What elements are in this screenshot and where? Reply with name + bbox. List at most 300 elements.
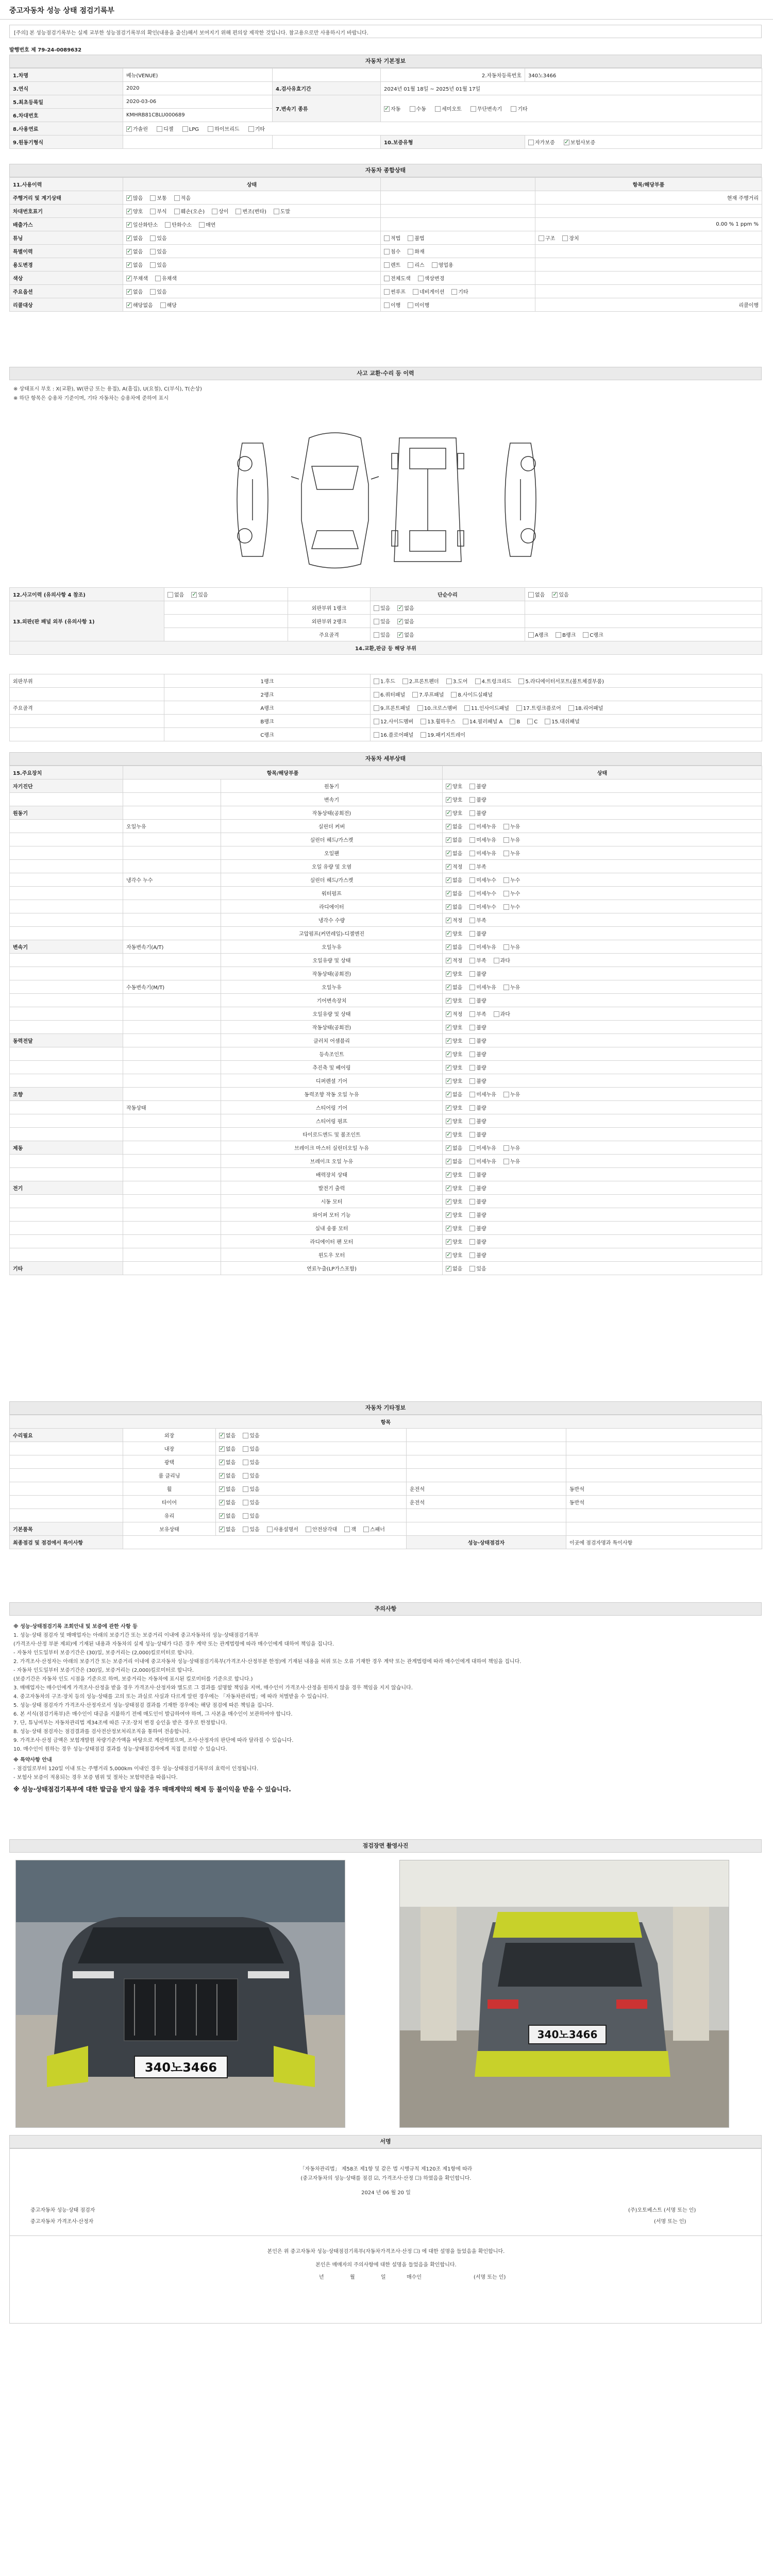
cell [443,1021,762,1034]
option: 미세누수 [469,889,496,897]
checkbox[interactable] [516,705,522,711]
section-general-title: 자동차 종합상태 [9,164,762,177]
table-row [10,940,762,954]
checkbox[interactable] [469,1105,475,1111]
checkbox[interactable] [469,1199,475,1205]
checkbox[interactable] [397,605,403,611]
checkbox[interactable] [469,784,475,789]
checkbox[interactable] [408,262,413,268]
checkbox[interactable] [408,302,413,308]
checkbox[interactable] [583,632,589,638]
option: ✓ 양호 [446,1238,462,1245]
checkbox[interactable] [155,276,161,281]
checkbox[interactable] [412,692,418,698]
checkbox[interactable] [243,1527,248,1532]
value: 340노3466 [525,69,762,82]
cell: 와이퍼 모터 기능 [221,1208,443,1222]
checkbox[interactable] [219,1527,225,1532]
checkbox[interactable] [446,1038,451,1044]
accident-parts-table [9,674,762,741]
checkbox[interactable] [469,931,475,937]
checkbox[interactable] [182,126,188,132]
table-row [10,728,762,741]
cell [10,913,123,927]
checkbox[interactable] [469,1159,475,1164]
table-row [10,285,762,298]
cell [381,272,535,285]
option: 스패너 [363,1525,385,1533]
table-row [10,779,762,793]
checkbox[interactable] [446,1266,451,1272]
checkbox[interactable] [503,837,509,843]
checkbox[interactable] [556,632,561,638]
checkbox[interactable] [126,222,132,228]
option: ✓ 없음 [219,1431,236,1439]
checkbox[interactable] [446,1212,451,1218]
option: 미세누수 [469,876,496,884]
option: 화재 [408,247,424,255]
cell [123,1222,221,1235]
option: 불량 [469,929,486,937]
cell: 수리필요 [10,1429,123,1442]
checkbox[interactable] [344,1527,350,1532]
checkbox[interactable] [469,904,475,910]
option: 있음 [469,1264,486,1272]
checkbox[interactable] [503,985,509,990]
checkbox[interactable] [545,719,550,724]
cell [443,1128,762,1141]
checkbox[interactable] [528,592,534,598]
checkbox[interactable] [446,985,451,990]
table-row [10,701,762,715]
option: ✓ 없음 [446,1157,462,1165]
cell: 고압펌프(커먼레일)-디젤엔진 [221,927,443,940]
checkbox[interactable] [397,619,403,624]
caution-line: - 점검일로부터 120일 이내 또는 주행거리 5,000km 이내인 경우 성능·상태점검기록부의 효력이 인정됩니다. [13,1766,259,1772]
cell [443,1047,762,1061]
checkbox[interactable] [527,719,533,724]
cell [216,1496,407,1509]
checkbox[interactable] [503,944,509,950]
checkbox[interactable] [446,851,451,856]
checkbox[interactable] [126,235,132,241]
checkbox[interactable] [494,958,499,963]
checkbox[interactable] [384,276,390,281]
cell [443,833,762,846]
checkbox[interactable] [157,126,162,132]
checkbox[interactable] [503,891,509,896]
checkbox[interactable] [446,864,451,870]
checkbox[interactable] [469,944,475,950]
checkbox[interactable] [374,692,379,698]
option: 8.사이드실패널 [451,690,493,698]
cell: 추진축 및 베어링 [221,1061,443,1074]
cell [10,1482,123,1496]
checkbox[interactable] [503,1159,509,1164]
checkbox[interactable] [374,619,379,624]
checkbox[interactable] [503,1092,509,1097]
checkbox[interactable] [408,249,413,255]
checkbox[interactable] [160,302,166,308]
cell [535,205,762,218]
checkbox[interactable] [503,851,509,856]
checkbox[interactable] [421,732,426,738]
checkbox[interactable] [446,1065,451,1071]
cell [123,1235,221,1248]
checkbox[interactable] [469,1092,475,1097]
checkbox[interactable] [402,679,408,684]
checkbox[interactable] [410,106,415,112]
checkbox[interactable] [199,222,205,228]
checkbox[interactable] [446,810,451,816]
checkbox[interactable] [374,632,379,638]
checkbox[interactable] [219,1473,225,1479]
checkbox[interactable] [243,1473,248,1479]
checkbox[interactable] [243,1500,248,1505]
checkbox[interactable] [469,971,475,977]
section-accident-title: 사고 교환·수리 등 이력 [9,367,762,380]
checkbox[interactable] [174,195,180,201]
checkbox[interactable] [384,235,390,241]
sign-text: 본인은 위 중고자동차 성능·상태점검기록부(자동차가격조사·산정 ☐) 에 대한 설명을 들었음을 확인합니다. [267,2249,505,2255]
checkbox[interactable] [219,1513,225,1519]
cell [123,205,381,218]
table-row [10,245,762,258]
table-row [10,1222,762,1235]
cell [407,1522,566,1536]
checkbox[interactable] [446,1185,451,1191]
checkbox[interactable] [126,289,132,295]
checkbox[interactable] [274,209,279,214]
checkbox[interactable] [446,824,451,829]
checkbox[interactable] [503,877,509,883]
cell: 색상 [10,272,123,285]
checkbox[interactable] [150,209,156,214]
checkbox[interactable] [446,891,451,896]
checkbox[interactable] [243,1486,248,1492]
checkbox[interactable] [418,276,424,281]
checkbox[interactable] [469,918,475,923]
checkbox[interactable] [212,209,217,214]
checkbox[interactable] [150,289,156,295]
checkbox[interactable] [248,126,254,132]
checkbox[interactable] [503,824,509,829]
checkbox[interactable] [167,592,173,598]
checkbox[interactable] [446,904,451,910]
checkbox[interactable] [384,302,390,308]
checkbox[interactable] [503,1145,509,1151]
cell: 0.00 % 1 ppm % [535,218,762,231]
option: 미세누유 [469,822,496,830]
cell: 광택 [123,1455,216,1469]
checkbox[interactable] [470,106,476,112]
checkbox[interactable] [446,944,451,950]
cell [123,1262,221,1275]
general-status-table [9,177,762,312]
checkbox[interactable] [528,140,534,145]
checkbox[interactable] [446,918,451,923]
checkbox[interactable] [446,877,451,883]
checkbox[interactable] [469,864,475,870]
caution-line: - 자동차 인도일부터 보증기간은 (30)일, 보증거리는 (2,000)킬로미터로 합니다. [13,1650,194,1656]
cell [443,954,762,967]
checkbox[interactable] [510,719,515,724]
checkbox[interactable] [374,679,379,684]
checkbox[interactable] [446,1132,451,1138]
checkbox[interactable] [469,877,475,883]
option: 부족 [469,1010,486,1018]
checkbox[interactable] [469,1266,475,1272]
cell [525,628,762,641]
checkbox[interactable] [568,705,574,711]
checkbox[interactable] [374,732,379,738]
checkbox[interactable] [384,106,390,112]
option: ✓ 양호 [126,207,143,215]
checkbox[interactable] [494,1011,499,1017]
cell: 브레이크 오일 누유 [221,1155,443,1168]
checkbox[interactable] [236,209,241,214]
checkbox[interactable] [463,719,468,724]
option: 누수 [503,903,520,910]
cell [443,1007,762,1021]
checkbox[interactable] [243,1433,248,1438]
checkbox[interactable] [219,1433,225,1438]
checkbox[interactable] [469,1078,475,1084]
cell [10,1021,123,1034]
checkbox[interactable] [446,1092,451,1097]
checkbox[interactable] [446,784,451,789]
cell: 발전기 출력 [221,1181,443,1195]
checkbox[interactable] [374,705,379,711]
checkbox[interactable] [446,1239,451,1245]
option: 누유 [503,983,520,991]
cell [123,927,221,940]
option: ✓ 양호 [446,1197,462,1205]
cell [123,191,381,205]
checkbox[interactable] [126,262,132,268]
cell: 13.외판(판 패널 외부 (유의사항 1) [10,601,164,641]
checkbox[interactable] [446,1118,451,1124]
option: ✓ 없음 [219,1512,236,1519]
checkbox[interactable] [219,1486,225,1492]
cell [535,285,762,298]
checkbox[interactable] [539,235,544,241]
sign-text: 「자동차관리법」 제58조 제1항 및 같은 법 시행규칙 제120조 제1항에 따라 [299,2166,473,2172]
option: 미세누유 [469,943,496,951]
cell [443,1074,762,1088]
checkbox[interactable] [384,249,390,255]
checkbox[interactable] [446,1159,451,1164]
checkbox[interactable] [518,679,524,684]
fuel-options: ✓ 가솔린 디젤 LPG 하이브리드 기타 [123,122,762,135]
cell [164,588,288,601]
checkbox[interactable] [208,126,213,132]
cell [443,1195,762,1208]
checkbox[interactable] [469,797,475,803]
caution-line: - 보험사 보증이 적용되는 경우 보증 범위 및 절차는 보험약관을 따릅니다. [13,1775,178,1781]
checkbox[interactable] [469,1226,475,1231]
checkbox[interactable] [446,1199,451,1205]
sign-value: (서명 또는 인) [654,2219,686,2225]
checkbox[interactable] [126,276,132,281]
checkbox[interactable] [174,209,180,214]
cell: 연료누출(LP가스포함) [221,1262,443,1275]
checkbox[interactable] [150,235,156,241]
checkbox[interactable] [469,1025,475,1030]
checkbox[interactable] [469,1172,475,1178]
checkbox[interactable] [469,1132,475,1138]
checkbox[interactable] [446,1105,451,1111]
checkbox[interactable] [446,931,451,937]
checkbox[interactable] [126,209,132,214]
checkbox[interactable] [191,592,197,598]
cell: 주요골격 [288,628,371,641]
cell: 주행거리 및 계기상태 [10,191,123,205]
checkbox[interactable] [446,1052,451,1057]
option: 6.쿼터패널 [374,690,405,698]
checkbox[interactable] [469,1239,475,1245]
checkbox[interactable] [464,705,470,711]
checkbox[interactable] [469,837,475,843]
cell [381,285,535,298]
checkbox[interactable] [374,719,379,724]
option: ✓ 양호 [446,1171,462,1178]
cell: 2랭크 [164,688,371,701]
option: ✓ 없음 [397,631,414,638]
cell: 실린더 헤드/가스켓 [221,833,443,846]
checkbox[interactable] [243,1460,248,1465]
checkbox[interactable] [384,262,390,268]
checkbox[interactable] [469,1065,475,1071]
checkbox[interactable] [408,235,413,241]
checkbox[interactable] [384,289,390,295]
checkbox[interactable] [511,106,516,112]
checkbox[interactable] [243,1513,248,1519]
cell: 리콜대상 [10,298,123,312]
cell [123,954,221,967]
checkbox[interactable] [503,904,509,910]
checkbox[interactable] [451,692,457,698]
option: ✓ 없음 [126,261,143,268]
checkbox[interactable] [150,262,156,268]
option: 불량 [469,1037,486,1044]
checkbox[interactable] [432,262,438,268]
cell [123,1034,221,1047]
cell: 원동기 [221,779,443,793]
checkbox[interactable] [469,1212,475,1218]
checkbox[interactable] [446,1172,451,1178]
checkbox[interactable] [446,971,451,977]
checkbox[interactable] [446,1078,451,1084]
checkbox[interactable] [306,1527,311,1532]
option: 불량 [469,1117,486,1125]
checkbox[interactable] [435,106,441,112]
option: ✓ 양호 [446,1023,462,1031]
checkbox[interactable] [126,302,132,308]
option: 있음 [243,1431,259,1439]
checkbox[interactable] [446,837,451,843]
checkbox[interactable] [165,222,171,228]
checkbox[interactable] [446,1025,451,1030]
cell [566,1442,762,1455]
cell [216,1469,407,1482]
checkbox[interactable] [451,289,457,295]
checkbox[interactable] [267,1527,273,1532]
checkbox[interactable] [469,1185,475,1191]
checkbox[interactable] [413,289,418,295]
option: 과다 [494,956,510,964]
option: ✓ 양호 [446,809,462,817]
caution-line: 5. 성능·상태 점검자가 가격조사·산정자로서 성능·상태점검 결과를 기재한 경우에는 해당 점검에 따른 책임을 집니다. [13,1703,274,1708]
checkbox[interactable] [469,1145,475,1151]
checkbox[interactable] [446,797,451,803]
table-row [10,873,762,887]
checkbox[interactable] [446,958,451,963]
option: 있음 [243,1512,259,1519]
checkbox[interactable] [469,958,475,963]
checkbox[interactable] [469,985,475,990]
checkbox[interactable] [446,679,452,684]
checkbox[interactable] [564,140,569,145]
cell [443,860,762,873]
checkbox[interactable] [469,1252,475,1258]
checkbox[interactable] [469,851,475,856]
option: 있음 [243,1471,259,1479]
cell [443,1262,762,1275]
checkbox[interactable] [469,824,475,829]
checkbox[interactable] [469,1118,475,1124]
checkbox[interactable] [150,249,156,255]
checkbox[interactable] [219,1460,225,1465]
checkbox[interactable] [446,1226,451,1231]
checkbox[interactable] [397,632,403,638]
caution-line: - 자동차 인도일부터 보증기간은 (30)일, 보증거리는 (2,000)킬로미터로 합니다. [13,1668,194,1673]
label: 7.변속기 종류 [273,95,381,122]
checkbox[interactable] [417,705,423,711]
checkbox[interactable] [243,1446,248,1452]
checkbox[interactable] [219,1500,225,1505]
checkbox[interactable] [126,249,132,255]
checkbox[interactable] [446,1252,451,1258]
checkbox[interactable] [446,1011,451,1017]
checkbox[interactable] [469,810,475,816]
checkbox[interactable] [528,632,534,638]
checkbox[interactable] [469,891,475,896]
checkbox[interactable] [374,605,379,611]
car-front-photo-icon [16,1860,345,2128]
checkbox[interactable] [562,235,568,241]
checkbox[interactable] [126,126,132,132]
cell: 전기 [10,1181,123,1195]
checkbox[interactable] [552,592,558,598]
checkbox[interactable] [469,1011,475,1017]
checkbox[interactable] [219,1446,225,1452]
car-rear-photo-icon [400,1860,729,2128]
checkbox[interactable] [126,195,132,201]
checkbox[interactable] [469,1038,475,1044]
option: ✓ 해당없음 [126,301,153,309]
checkbox[interactable] [421,719,426,724]
checkbox[interactable] [469,1052,475,1057]
checkbox[interactable] [469,998,475,1004]
checkbox[interactable] [475,679,481,684]
checkbox[interactable] [363,1527,369,1532]
cell [381,258,535,272]
option: 상이 [212,207,228,215]
checkbox[interactable] [446,1145,451,1151]
checkbox[interactable] [150,195,156,201]
checkbox[interactable] [446,998,451,1004]
